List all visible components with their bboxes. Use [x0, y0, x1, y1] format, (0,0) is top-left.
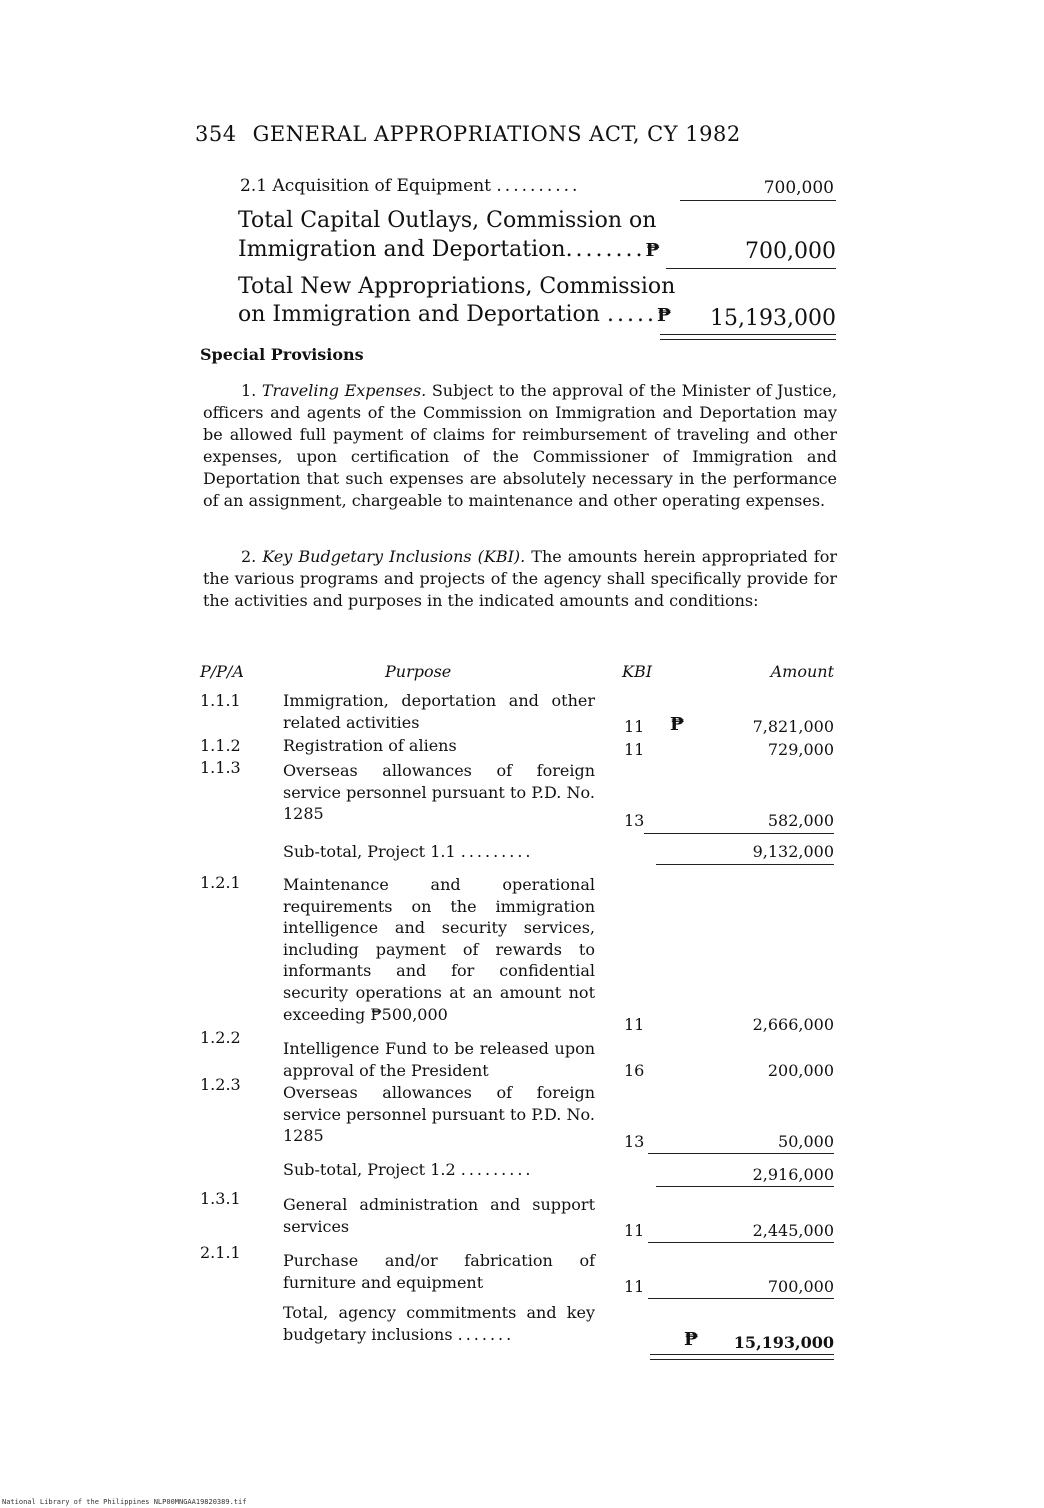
row-purpose: Purchase and/or fabrication of furniture and equipment: [283, 1251, 595, 1292]
provision-1: [203, 380, 837, 512]
item-2-1-amount: 700,000: [763, 178, 834, 198]
rule: [648, 1242, 834, 1243]
row-amount: 2,666,000: [752, 1015, 834, 1034]
page-header: [195, 122, 741, 146]
row-ppa: 1.1.2: [200, 736, 241, 755]
subtotal-amount: 2,916,000: [752, 1165, 834, 1184]
provision-2-title: Key Budgetary Inclusions (KBI).: [262, 547, 526, 566]
row-kbi: 11: [624, 1277, 645, 1296]
total-amount: 15,193,000: [733, 1333, 834, 1352]
row-ppa: 1.3.1: [200, 1189, 241, 1208]
row-amount: 50,000: [778, 1132, 834, 1151]
rule: [648, 1153, 834, 1154]
total-label: [283, 1302, 595, 1345]
double-rule: [660, 334, 836, 340]
row-purpose: Overseas allowances of foreign service personnel pursuant to P.D. No. 1285: [283, 1083, 595, 1146]
total-capital-line2: [238, 237, 660, 262]
leader-dots: ........: [565, 237, 646, 262]
peso-sign: ₱: [684, 1329, 699, 1350]
peso-sign: ₱: [670, 714, 685, 735]
total-capital-line1: Total Capital Outlays, Commission on: [238, 208, 657, 233]
provision-2-text: The amounts herein appropriated for the various programs and projects of the agency shall specifically provide for the activities and purposes in the indicated amounts and conditions:: [203, 547, 837, 610]
row-purpose: General administration and support services: [283, 1195, 595, 1236]
rule: [656, 1186, 834, 1187]
rule: [644, 833, 834, 834]
col-header-amount: Amount: [770, 662, 834, 681]
row-ppa: 1.2.2: [200, 1028, 241, 1047]
row-ppa: 2.1.1: [200, 1243, 241, 1262]
row-purpose: Registration of aliens: [283, 736, 457, 755]
col-header-ppa: P/P/A: [200, 662, 244, 681]
double-rule: [650, 1354, 834, 1360]
row-amount: 700,000: [767, 1277, 834, 1296]
row-kbi: 11: [624, 1221, 645, 1240]
provision-1-title: Traveling Expenses.: [261, 381, 427, 400]
peso-sign: ₱: [656, 305, 672, 326]
provision-1-number: 1.: [241, 381, 257, 400]
row-purpose: Intelligence Fund to be released upon approval of the President: [283, 1039, 595, 1080]
total-text: Total, agency commitments and key budgetary inclusions: [283, 1303, 595, 1344]
col-header-purpose: Purpose: [385, 662, 452, 681]
row-purpose: Immigration, deportation and other related activities: [283, 691, 595, 732]
page-title: GENERAL APPROPRIATIONS ACT, CY 1982: [252, 122, 741, 146]
total-capital-line2-text: Immigration and Deportation: [238, 237, 566, 262]
row-kbi: 13: [624, 811, 645, 830]
row-purpose: Maintenance and operational requirements on the immigration intelligence and security services, including payment of rewards to informants and for confidential security operations at an amount not exceeding ₱500,000: [283, 875, 595, 1024]
peso-sign: ₱: [645, 240, 660, 261]
subtotal-amount: 9,132,000: [752, 842, 834, 861]
row-kbi: 11: [624, 717, 645, 736]
rule: [666, 268, 836, 269]
subtotal-label: [283, 1159, 595, 1181]
total-new-line1: Total New Appropriations, Commission: [238, 274, 676, 299]
row-ppa: 1.1.1: [200, 691, 241, 710]
row-amount: 7,821,000: [752, 717, 834, 736]
leader-dots: .....: [606, 302, 657, 327]
subtotal-label: [283, 841, 595, 863]
provision-1-text: Subject to the approval of the Minister of Justice, officers and agents of the Commission on Immigration and Deportation may be allowed full payment of claims for reimbursement of traveling and other expenses, upon certification of the Commissioner of Immigration and Deportation that such expenses are absolutely necessary in the performance of an assignment, chargeable to maintenance and other operating expenses.: [203, 381, 837, 510]
total-capital-amount: 700,000: [745, 239, 836, 264]
total-new-line2-text: on Immigration and Deportation: [238, 302, 600, 327]
row-ppa: 1.2.1: [200, 873, 241, 892]
row-kbi: 11: [624, 740, 645, 759]
row-kbi: 13: [624, 1132, 645, 1151]
row-ppa: 1.1.3: [200, 758, 241, 777]
page-number: 354: [195, 122, 237, 146]
row-amount: 582,000: [767, 811, 834, 830]
leader-dots: .......: [457, 1324, 515, 1344]
col-header-kbi: KBI: [622, 662, 653, 681]
provision-2: [203, 546, 837, 612]
provision-2-number: 2.: [241, 547, 257, 566]
rule: [656, 864, 834, 865]
row-kbi: 11: [624, 1015, 645, 1034]
row-amount: 729,000: [767, 740, 834, 759]
subtotal-text: Sub-total, Project 1.1: [283, 842, 456, 861]
row-ppa: 1.2.3: [200, 1075, 241, 1094]
scan-footer: National Library of the Philippines NLP00MNGAA19820389.tif: [2, 1498, 247, 1506]
leader-dots: .........: [460, 1160, 534, 1179]
subtotal-text: Sub-total, Project 1.2: [283, 1160, 456, 1179]
item-2-1-text: 2.1 Acquisition of Equipment: [240, 176, 491, 196]
row-amount: 2,445,000: [752, 1221, 834, 1240]
special-provisions-heading: Special Provisions: [200, 345, 364, 364]
item-2-1-label: [240, 176, 580, 196]
rule: [648, 1298, 834, 1299]
row-amount: 200,000: [767, 1061, 834, 1080]
rule: [680, 200, 836, 201]
row-kbi: 16: [624, 1061, 645, 1080]
leader-dots: .........: [460, 842, 534, 861]
leader-dots: ..........: [496, 176, 581, 196]
total-new-line2: [238, 302, 671, 327]
total-new-amount: 15,193,000: [710, 306, 836, 331]
row-purpose: Overseas allowances of foreign service personnel pursuant to P.D. No. 1285: [283, 761, 595, 824]
